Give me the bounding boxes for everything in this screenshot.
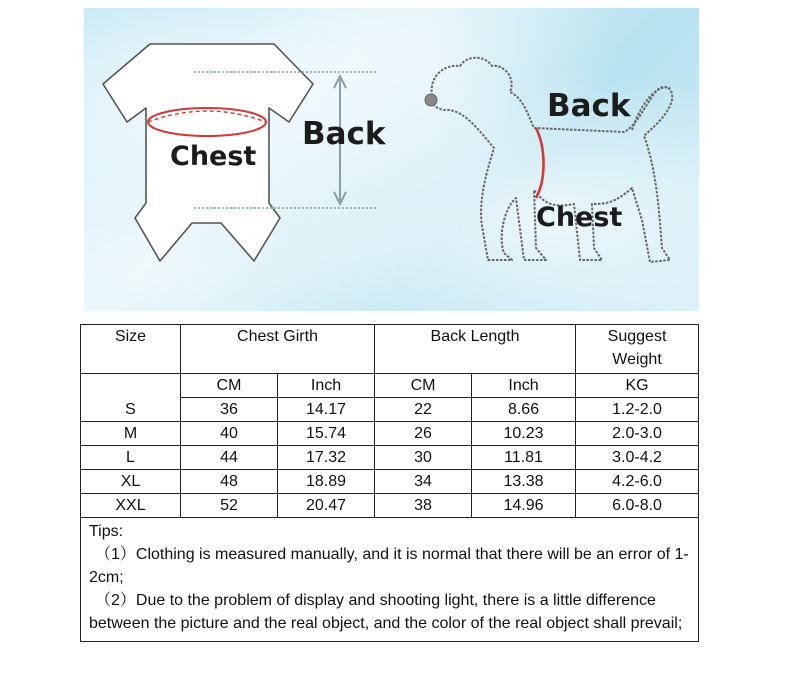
row-chest-inch: 15.74 — [278, 422, 375, 446]
tips-cell — [81, 518, 699, 642]
row-chest-inch: 17.32 — [278, 446, 375, 470]
row-size: L — [81, 446, 181, 470]
header-suggest-weight: Suggest Weight — [576, 325, 699, 374]
table-row — [81, 398, 699, 422]
dog-back-label: Back — [547, 88, 631, 124]
row-weight: 1.2-2.0 — [576, 398, 699, 422]
row-back-inch: 13.38 — [472, 470, 576, 494]
row-chest-inch: 20.47 — [278, 494, 375, 518]
table-row — [81, 422, 699, 446]
row-size: XL — [81, 470, 181, 494]
garment-back-label: Back — [302, 116, 386, 152]
row-size: S — [81, 398, 181, 422]
unit-chest-cm: CM — [181, 374, 278, 398]
row-back-cm: 34 — [375, 470, 472, 494]
unit-size-blank — [81, 374, 181, 398]
row-chest-cm: 36 — [181, 398, 278, 422]
tips-row — [81, 518, 699, 642]
tip-1: （1）Clothing is measured manually, and it is normal that there will be an error of 1-2cm; — [89, 546, 689, 586]
table-row — [81, 470, 699, 494]
dog-chest-label: Chest — [536, 202, 623, 233]
row-back-cm: 26 — [375, 422, 472, 446]
row-back-inch: 10.23 — [472, 422, 576, 446]
row-chest-cm: 44 — [181, 446, 278, 470]
table-header-row — [81, 325, 699, 374]
row-back-inch: 11.81 — [472, 446, 576, 470]
row-weight: 2.0-3.0 — [576, 422, 699, 446]
row-back-cm: 38 — [375, 494, 472, 518]
row-chest-cm: 48 — [181, 470, 278, 494]
dog-chest-line — [536, 128, 544, 198]
row-weight: 6.0-8.0 — [576, 494, 699, 518]
unit-chest-inch: Inch — [278, 374, 375, 398]
garment-chest-label: Chest — [170, 141, 257, 172]
row-weight: 4.2-6.0 — [576, 470, 699, 494]
row-chest-cm: 40 — [181, 422, 278, 446]
size-chart-table — [80, 324, 699, 642]
unit-weight-kg: KG — [576, 374, 699, 398]
row-back-cm: 30 — [375, 446, 472, 470]
row-size: XXL — [81, 494, 181, 518]
row-back-inch: 14.96 — [472, 494, 576, 518]
header-size: Size — [81, 325, 181, 374]
size-diagram — [84, 8, 699, 311]
row-back-cm: 22 — [375, 398, 472, 422]
tips-title: Tips: — [89, 523, 124, 540]
row-chest-cm: 52 — [181, 494, 278, 518]
row-weight: 3.0-4.2 — [576, 446, 699, 470]
table-row — [81, 446, 699, 470]
unit-back-inch: Inch — [472, 374, 576, 398]
row-size: M — [81, 422, 181, 446]
header-back-length: Back Length — [375, 325, 576, 374]
table-unit-row — [81, 374, 699, 398]
table-row — [81, 494, 699, 518]
row-chest-inch: 18.89 — [278, 470, 375, 494]
unit-back-cm: CM — [375, 374, 472, 398]
tip-2: （2）Due to the problem of display and shooting light, there is a little difference between the picture and the real object, and the color of the real object shall prevail; — [89, 592, 683, 632]
row-chest-inch: 14.17 — [278, 398, 375, 422]
row-back-inch: 8.66 — [472, 398, 576, 422]
header-chest-girth: Chest Girth — [181, 325, 375, 374]
